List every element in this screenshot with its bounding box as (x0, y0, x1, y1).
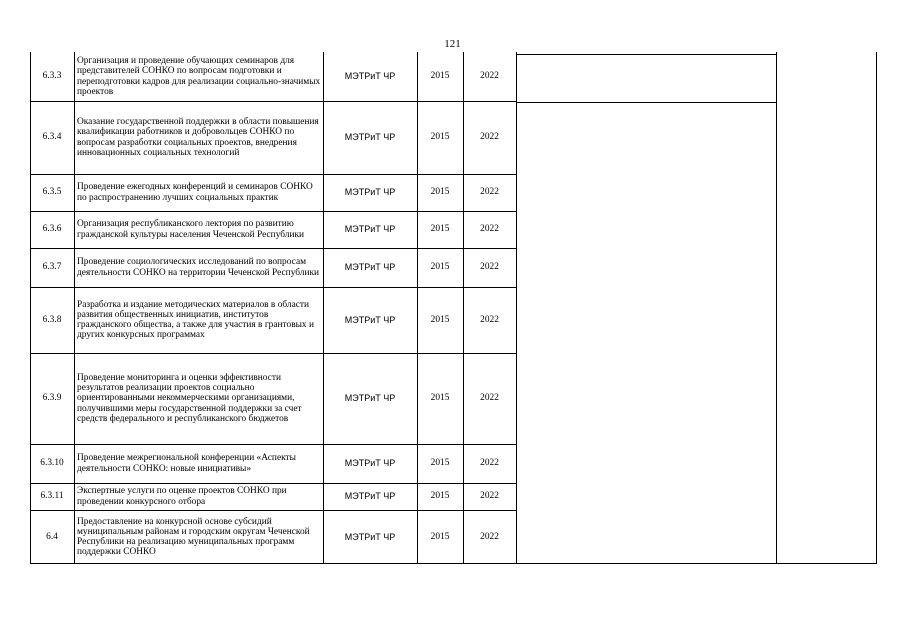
row-description: Проведение мониторинга и оценки эффективности результатов реализации проектов социально ориентированными некоммерческими организациями, получившими меры государственной поддержки за счет средств федерального и республиканского бюджетов (77, 372, 302, 424)
row-executor: МЭТРиТ ЧР (344, 531, 396, 542)
row-number: 6.3.9 (42, 393, 62, 404)
row-description: Разработка и издание методических материалов в области развития общественных инициатив, институтов гражданского общества, а также для участия в грантовых и других конкурсных программах (77, 299, 314, 341)
row-executor: МЭТРиТ ЧР (344, 187, 396, 198)
row-start-year: 2015 (430, 393, 450, 404)
row-executor: МЭТРиТ ЧР (344, 491, 396, 502)
row-start-year: 2015 (430, 531, 450, 542)
row-executor: МЭТРиТ ЧР (344, 132, 396, 143)
row-number: 6.3.5 (42, 187, 62, 198)
row-description: Экспертные услуги по оценке проектов СОНКО при проведении конкурсного отбора (77, 486, 287, 507)
row-number: 6.3.10 (40, 458, 64, 469)
row-start-year: 2015 (430, 224, 450, 235)
page-number: 121 (444, 38, 461, 50)
row-executor: МЭТРиТ ЧР (344, 71, 396, 82)
row-executor: МЭТРиТ ЧР (344, 393, 396, 404)
row-end-year: 2022 (480, 458, 499, 469)
merged-empty-cell (516, 54, 776, 103)
row-number: 6.3.8 (42, 314, 62, 325)
row-description: Проведение межрегиональной конференции «Аспекты деятельности СОНКО: новые инициативы» (77, 453, 296, 474)
row-end-year: 2022 (480, 187, 499, 198)
column-divider (516, 52, 517, 564)
row-end-year: 2022 (480, 531, 499, 542)
row-start-year: 2015 (430, 314, 450, 325)
row-start-year: 2015 (430, 262, 450, 273)
row-number: 6.3.11 (40, 491, 64, 502)
row-start-year: 2015 (430, 71, 450, 82)
row-number: 6.3.6 (42, 224, 62, 235)
row-number: 6.3.4 (42, 132, 62, 143)
row-number: 6.3.7 (42, 262, 62, 273)
row-end-year: 2022 (480, 262, 499, 273)
row-end-year: 2022 (480, 71, 499, 82)
measures-table (30, 52, 877, 564)
row-end-year: 2022 (480, 491, 499, 502)
row-description: Предоставление на конкурсной основе субсидий муниципальным районам и городским округам Чеченской Республики на реализацию муниципальных программ поддержки СОНКО (77, 516, 310, 558)
row-executor: МЭТРиТ ЧР (344, 224, 396, 235)
row-description: Организация республиканского лектория по развитию гражданской культуры населения Чеченской Республики (77, 219, 305, 240)
row-description: Организация и проведение обучающих семинаров для представителей СОНКО по вопросам подготовки и переподготовки кадров для реализации социально-значимых проектов (77, 56, 321, 97)
row-executor: МЭТРиТ ЧР (344, 314, 396, 325)
row-end-year: 2022 (480, 224, 499, 235)
row-start-year: 2015 (430, 491, 450, 502)
table-border-right (876, 52, 877, 564)
row-start-year: 2015 (430, 132, 450, 143)
row-end-year: 2022 (480, 132, 499, 143)
column-divider (776, 52, 777, 564)
row-description: Оказание государственной поддержки в области повышения квалификации работников и добровольцев СОНКО по вопросам разработки социальных проектов, внедрения инновационных социальных технологий (77, 117, 319, 158)
row-description: Проведение социологических исследований по вопросам деятельности СОНКО на территории Чеченской Республики (77, 257, 320, 278)
row-start-year: 2015 (430, 187, 450, 198)
row-start-year: 2015 (430, 458, 450, 469)
row-end-year: 2022 (480, 314, 499, 325)
row-executor: МЭТРиТ ЧР (344, 458, 396, 469)
row-end-year: 2022 (480, 393, 499, 404)
row-executor: МЭТРиТ ЧР (344, 262, 396, 273)
row-description: Проведение ежегодных конференций и семинаров СОНКО по распространению лучших социальных практик (77, 182, 313, 203)
row-number: 6.4 (46, 531, 58, 542)
row-number: 6.3.3 (42, 71, 62, 82)
